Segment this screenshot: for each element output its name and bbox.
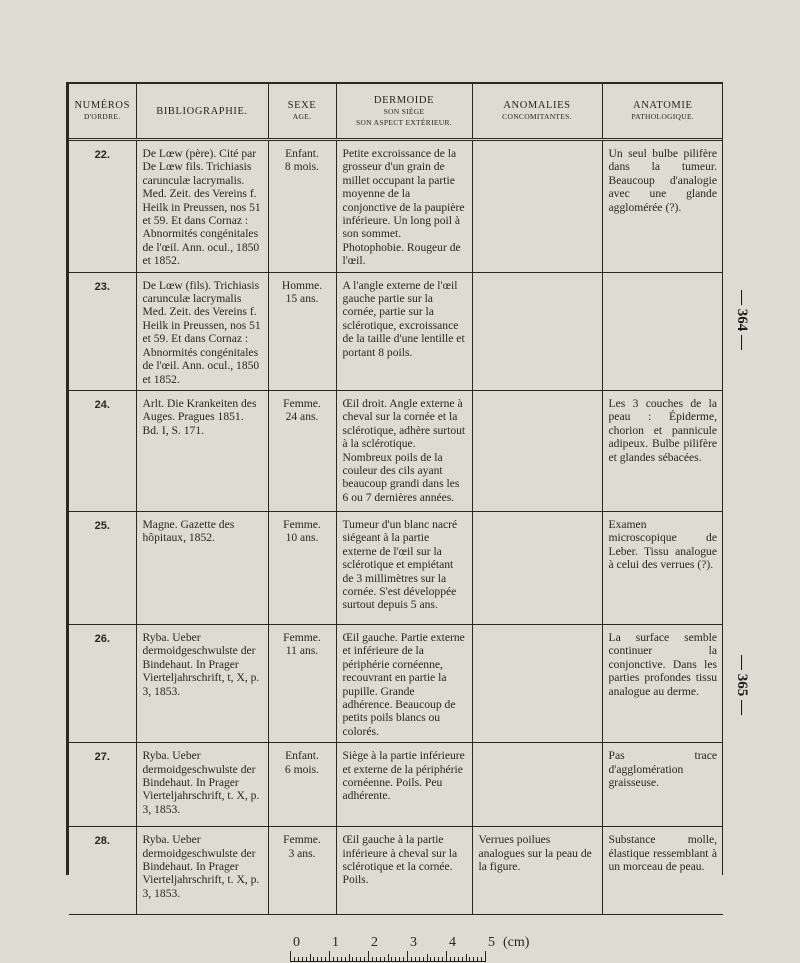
- cell-bibliographie: [136, 272, 268, 390]
- cell-anomalies: [472, 743, 602, 827]
- cell-numero-text: 27.: [94, 751, 110, 764]
- scale-tick: [341, 957, 342, 961]
- scale-tick: [388, 954, 389, 961]
- cell-numero: [69, 272, 136, 390]
- cell-dermoide: [336, 743, 472, 827]
- header-dermoide-sub2: SON ASPECT EXTÉRIEUR.: [356, 117, 452, 127]
- cell-numero: [69, 390, 136, 511]
- page-number-365: [732, 655, 754, 715]
- scale-tick: [411, 957, 412, 961]
- cell-anatomie-text: Examen microscopique de Leber. Tissu analogue à celui des verrues (?).: [608, 517, 717, 572]
- cell-bibliographie: [136, 624, 268, 742]
- table-row: [69, 743, 723, 827]
- cell-numero-text: 26.: [94, 632, 110, 645]
- scale-tick: [321, 957, 322, 961]
- cell-anatomie-text: La surface semble continuer la conjonctive. Dans les parties profondes tissu analogue au derme.: [608, 630, 717, 698]
- cell-numero-text: 22.: [94, 149, 110, 161]
- scale-tick: [333, 957, 334, 961]
- scale-tick: [317, 957, 318, 961]
- scale-tick: [298, 957, 299, 961]
- cell-bibliographie-text: Ryba. Ueber dermoidgeschwulste der Bindehaut. In Prager Vierteljahrschrift, t. X, p. 3, 1853.: [142, 749, 260, 816]
- scale-tick: [466, 954, 467, 961]
- table-row: [69, 140, 723, 273]
- cell-bibliographie: [136, 511, 268, 624]
- scale-tick: [462, 957, 463, 961]
- sexe-text: Femme.: [283, 630, 321, 644]
- cell-dermoide: [336, 624, 472, 742]
- scale-tick: [481, 957, 482, 961]
- cell-dermoide-text: Œil gauche à la partie inférieure à cheval sur la sclérotique et la cornée. Poils.: [342, 833, 458, 887]
- cell-dermoide: [336, 140, 472, 273]
- scale-tick: [325, 957, 326, 961]
- scale-label: 3: [410, 935, 417, 950]
- cell-sexe-age: [268, 390, 336, 511]
- cell-anatomie: [602, 624, 723, 742]
- header-dermoide-label: DERMOIDE: [373, 94, 435, 106]
- cell-bibliographie-text: Ryba. Ueber dermoidgeschwulste der Bindehaut. In Prager Vierteljahrschrift, t, X, p. 3, 1853.: [142, 630, 260, 698]
- header-anomalies-sub: CONCOMITANTES.: [502, 112, 572, 121]
- cell-numero-text: 24.: [94, 398, 110, 411]
- scale-label: 2: [371, 935, 378, 950]
- scale-tick: [290, 951, 291, 961]
- scale-tick: [403, 957, 404, 961]
- header-dermoide: [336, 84, 472, 140]
- scale-label: 5: [488, 935, 495, 950]
- sexe-text: Femme.: [283, 517, 321, 531]
- cell-anatomie-text: Substance molle, élastique ressemblant à un morceau de peau.: [608, 833, 717, 873]
- page-number-364-text: — 364 —: [734, 290, 750, 350]
- cell-bibliographie-text: Ryba. Ueber dermoidgeschwulste der Bindehaut. In Prager Vierteljahrschrift, t. X, p. 3, 1853.: [142, 833, 260, 900]
- scale-tick: [360, 957, 361, 961]
- scale-label: 4: [449, 935, 456, 950]
- sexe-text: Femme.: [283, 833, 321, 847]
- scale-tick: [395, 957, 396, 961]
- scale-tick: [302, 957, 303, 961]
- scale-tick: [372, 957, 373, 961]
- scale-tick: [454, 957, 455, 961]
- cell-anatomie: [602, 140, 723, 273]
- cell-anatomie-text: Les 3 couches de la peau : Épiderme, chorion et pannicule adipeux. Bulbe pilifère et glandes sébacées.: [608, 396, 717, 464]
- scale-tick: [427, 954, 428, 961]
- header-anomalies-label: ANOMALIES: [503, 100, 571, 111]
- header-numeros: [69, 84, 136, 140]
- page-number-364: [732, 290, 754, 350]
- scale-tick: [473, 957, 474, 961]
- cell-anatomie: [602, 511, 723, 624]
- cell-bibliographie-text: De Lœw (père). Cité par De Lœw fils. Trichiasis carunculæ lacrymalis. Med. Zeit. des Vereins f. Heilk in Preussen, nos 51 et 59. Et dans Cornaz : Abnormités congénitales de l'œil. Ann. ocul., 1850 et 1852.: [142, 147, 261, 268]
- cell-numero-text: 23.: [94, 280, 110, 293]
- age-text: 6 mois.: [284, 762, 320, 776]
- header-numeros-label: NUMÉROS: [74, 100, 131, 111]
- cell-dermoide-text: A l'angle externe de l'œil gauche partie sur la cornée, partie sur la sclérotique, excroissance de la taille d'une lentille et portant 8 poils.: [342, 278, 465, 359]
- cell-numero: [69, 743, 136, 827]
- cell-bibliographie: [136, 140, 268, 273]
- cell-sexe-age: [268, 827, 336, 915]
- cell-anomalies: [472, 140, 602, 273]
- cell-numero: [69, 140, 136, 273]
- cell-anomalies-text: Verrues poilues analogues sur la peau de la figure.: [478, 833, 592, 873]
- scale-tick: [438, 957, 439, 961]
- cell-bibliographie: [136, 743, 268, 827]
- cell-anatomie-text: Pas trace d'agglomération graisseuse.: [608, 749, 717, 789]
- header-anatomie-sub: PATHOLOGIQUE.: [631, 112, 695, 121]
- scale-tick: [329, 951, 330, 961]
- scale-tick: [368, 951, 369, 961]
- header-bibliographie: [136, 84, 268, 140]
- cell-anatomie: [602, 272, 723, 390]
- cell-numero: [69, 827, 136, 915]
- header-row: [69, 84, 723, 140]
- header-anatomie: [602, 84, 723, 140]
- cell-sexe-age: [268, 624, 336, 742]
- cell-bibliographie: [136, 827, 268, 915]
- age-text: 3 ans.: [288, 846, 316, 860]
- cell-anatomie: [602, 827, 723, 915]
- age-text: 11 ans.: [285, 644, 319, 658]
- scale-label: 0: [293, 935, 300, 950]
- scale-tick: [477, 957, 478, 961]
- cell-sexe-age: [268, 272, 336, 390]
- cell-bibliographie: [136, 390, 268, 511]
- scale-tick: [399, 957, 400, 961]
- cell-dermoide-text: Petite excroissance de la grosseur d'un grain de millet occupant la partie moyenne de la conjonctive de la paupière inférieure. Un long poil à son sommet. Photophobie. Rougeur de l'œil.: [342, 147, 465, 268]
- cell-anomalies: [472, 390, 602, 511]
- scale-labels: [285, 935, 530, 951]
- cell-sexe-age: [268, 743, 336, 827]
- header-sexe: [268, 84, 336, 140]
- header-dermoide-sub1: SON SIÈGE: [383, 106, 425, 116]
- scale-tick: [294, 957, 295, 961]
- sexe-text: Enfant.: [285, 147, 319, 160]
- scale-tick: [485, 951, 486, 961]
- table-row: [69, 272, 723, 390]
- scale-tick: [313, 957, 314, 961]
- cell-anatomie-text: Un seul bulbe pilifère dans la tumeur. Beaucoup d'analogie avec une glande agglomérée (?).: [608, 147, 717, 214]
- scale-tick: [376, 957, 377, 961]
- scale-tick: [442, 957, 443, 961]
- scale-tick: [364, 957, 365, 961]
- scale-tick: [430, 957, 431, 961]
- cell-bibliographie-text: Magne. Gazette des hôpitaux, 1852.: [142, 517, 235, 545]
- scale-tick: [423, 957, 424, 961]
- sexe-text: Homme.: [281, 278, 323, 292]
- scale-tick: [352, 957, 353, 961]
- cell-dermoide-text: Siège à la partie inférieure et externe de la périphérie cornéenne. Poils. Peu adhérente.: [342, 749, 465, 803]
- cell-anatomie: [602, 743, 723, 827]
- scale-tick: [337, 957, 338, 961]
- scale-bar: [285, 935, 530, 963]
- table-body: [69, 140, 723, 915]
- age-text: 8 mois.: [284, 160, 320, 174]
- cell-numero: [69, 511, 136, 624]
- table-row: [69, 624, 723, 742]
- cell-bibliographie-text: Arlt. Die Krankeiten des Auges. Pragues 1851. Bd. I, S. 171.: [142, 396, 257, 437]
- cell-dermoide: [336, 511, 472, 624]
- age-text: 15 ans.: [285, 292, 319, 306]
- table-row: [69, 827, 723, 915]
- scale-tick: [356, 957, 357, 961]
- scale-tick: [349, 954, 350, 961]
- scale-tick: [384, 957, 385, 961]
- cell-anomalies: [472, 827, 602, 915]
- scale-tick: [310, 954, 311, 961]
- age-text: 10 ans.: [285, 531, 319, 545]
- sexe-text: Femme.: [283, 396, 321, 410]
- scale-tick: [450, 957, 451, 961]
- cell-anomalies: [472, 511, 602, 624]
- scale-tick: [407, 951, 408, 961]
- table-row: [69, 511, 723, 624]
- cell-dermoide-text: Œil gauche. Partie externe et inférieure de la périphérie cornéenne, recouvrant en partie la pupille. Grande adhérence. Beaucoup de petits poils blancs ou colorés.: [342, 630, 465, 738]
- scale-tick: [391, 957, 392, 961]
- scale-tick: [380, 957, 381, 961]
- scale-ruler: [290, 951, 486, 962]
- scale-tick: [434, 957, 435, 961]
- cell-sexe-age: [268, 511, 336, 624]
- header-anatomie-label: ANATOMIE: [633, 100, 693, 111]
- header-anomalies: [472, 84, 602, 140]
- cell-numero: [69, 624, 136, 742]
- cell-anomalies: [472, 624, 602, 742]
- scale-label: 1: [332, 935, 339, 950]
- scale-tick: [419, 957, 420, 961]
- scale-tick: [415, 957, 416, 961]
- header-bibliographie-label: BIBLIOGRAPHIE.: [156, 105, 248, 117]
- header-numeros-sub: D'ORDRE.: [84, 112, 121, 121]
- cell-anatomie: [602, 390, 723, 511]
- scale-unit: (cm): [503, 935, 530, 950]
- header-sexe-sub: AGE.: [292, 112, 312, 121]
- cell-dermoide: [336, 390, 472, 511]
- age-text: 24 ans.: [285, 410, 319, 424]
- table-row: [69, 390, 723, 511]
- cell-dermoide-text: Tumeur d'un blanc nacré siégeant à la partie externe de l'œil sur la sclérotique et empiétant de 3 millimètres sur la cornée. S'est développée surtout depuis 5 ans.: [342, 517, 458, 612]
- cell-dermoide-text: Œil droit. Angle externe à cheval sur la cornée et la sclérotique, adhère surtout à la sclérotique. Nombreux poils de la couleur des cils ayant beaucoup grandi dans les 6 ou 7 dernières années.: [342, 396, 466, 504]
- cell-numero-text: 25.: [94, 519, 110, 532]
- dermoid-cases-table: [66, 82, 723, 900]
- cell-anomalies: [472, 272, 602, 390]
- cell-numero-text: 28.: [94, 835, 110, 848]
- page-number-365-text: — 365 —: [734, 655, 750, 715]
- cell-dermoide: [336, 827, 472, 915]
- scale-tick: [458, 957, 459, 961]
- header-sexe-label: SEXE: [287, 100, 317, 111]
- scale-tick: [446, 951, 447, 961]
- cell-dermoide: [336, 272, 472, 390]
- scale-tick: [345, 957, 346, 961]
- table: [69, 84, 723, 915]
- cell-sexe-age: [268, 140, 336, 273]
- sexe-text: Enfant.: [285, 749, 319, 763]
- cell-bibliographie-text: De Lœw (fils). Trichiasis carunculæ lacrymalis Med. Zeit. des Vereins f. Heilk in Preussen, nos 51 et 59. Et dans Cornaz : Abnormités congénitales de l'œil. Ann. ocul., 1850 et 1852.: [142, 278, 261, 386]
- scale-tick: [306, 957, 307, 961]
- scale-tick: [469, 957, 470, 961]
